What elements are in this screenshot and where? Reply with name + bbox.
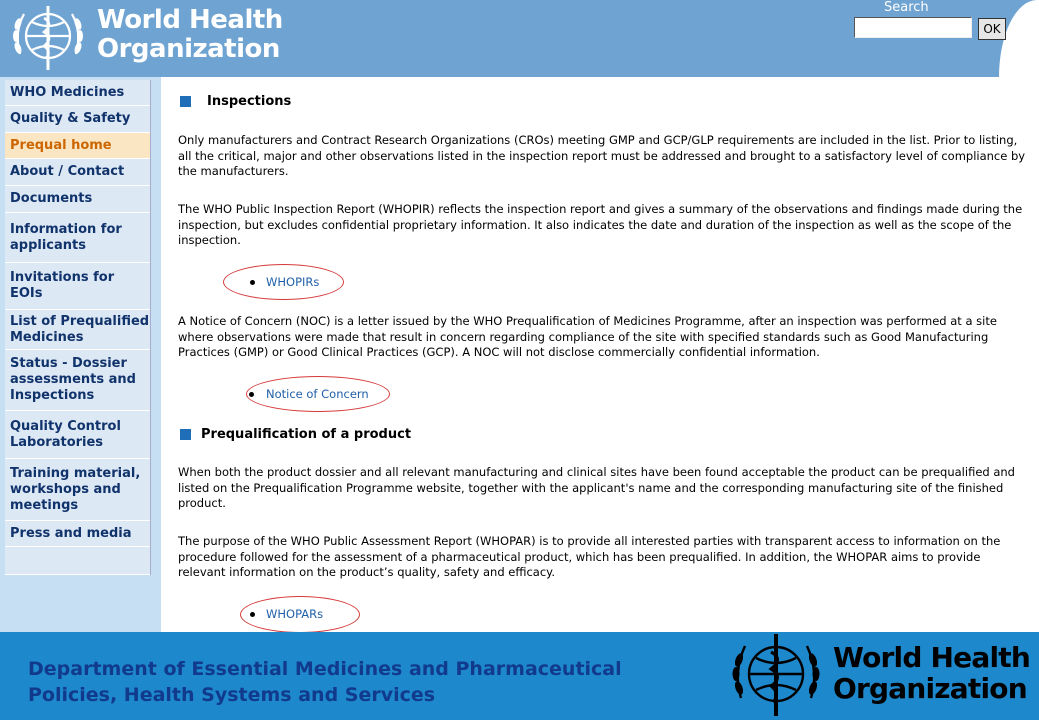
who-logo-text[interactable] [97,6,283,64]
sidebar-item-training-material[interactable]: Training material, workshops and meetings [5,459,150,521]
paragraph-inspections-list: Only manufacturers and Contract Research Organizations (CROs) meeting GMP and GCP/GLP requirements are included in the list. Prior to listing, all the critical, major and other observations listed in the inspection report must be addressed and brought to a satisfactory level of compliance by the manufacturers. [178,133,1026,178]
footer-logo-line-2: Organization [833,672,1027,705]
footer-logo-line-1: World Health [833,641,1030,674]
sidebar-item-empty [5,547,150,575]
sidebar-item-invitations-for-eois[interactable]: Invitations for EOIs [5,263,150,310]
sidebar-item-prequal-home[interactable]: Prequal home [5,133,150,159]
bullet [250,612,255,617]
footer-who-logo-text [833,642,1030,704]
site-footer [0,632,1039,720]
sidebar-item-list-of-prequalified-medicines[interactable]: List of Prequalified Medicines [5,310,150,350]
paragraph-prequalification: When both the product dossier and all relevant manufacturing and clinical sites have been found acceptable the product can be prequalified and listed on the Prequalification Programme website, together with the applicant's name and the corresponding manufacturing site of the finished product. [178,465,1015,510]
blue-square-icon [180,96,191,107]
logo-line-1: World Health [97,5,283,35]
department-name [28,656,708,708]
sidebar-nav [5,80,151,575]
search-ok-button[interactable]: OK [978,18,1006,40]
department-line-2: Policies, Health Systems and Services [28,684,436,706]
paragraph-notice-of-concern: A Notice of Concern (NOC) is a letter issued by the WHO Prequalification of Medicines Programme, after an inspection was performed at a site where observations were made that result in concern regarding compliance of the site with specified standards such as Good Manufacturing Practices (GMP) or Good Clinical Practices (GCP). A NOC will not disclose commercially confidential information. [178,314,997,359]
sidebar-item-quality-safety[interactable]: Quality & Safety [5,106,150,133]
sidebar-item-about-contact[interactable]: About / Contact [5,159,150,186]
sidebar-item-who-medicines[interactable]: WHO Medicines [5,80,150,106]
blue-square-icon [180,429,191,440]
who-emblem-icon[interactable] [8,2,88,74]
notice-of-concern-link[interactable]: Notice of Concern [266,387,369,401]
whopars-link[interactable]: WHOPARs [266,607,324,621]
search-input[interactable] [854,17,972,38]
bullet [249,392,254,397]
paragraph-whopar: The purpose of the WHO Public Assessment Report (WHOPAR) is to provide all interested parties with transparent access to information on the procedure followed for the assessment of a pharmaceutical product, which has been prequalified. In addition, the WHOPAR aims to provide relevant information on the product’s quality, safety and efficacy. [178,534,1001,579]
sidebar-item-press-and-media[interactable]: Press and media [5,521,150,547]
sidebar-item-quality-control-laboratories[interactable]: Quality Control Laboratories [5,411,150,459]
sidebar-item-status-dossier[interactable]: Status - Dossier assessments and Inspections [5,350,150,411]
prequalification-heading: Prequalification of a product [201,427,412,442]
paragraph-whopir: The WHO Public Inspection Report (WHOPIR) reflects the inspection report and gives a summary of the observations and findings made during the inspection, but excludes confidential proprietary information. It also indicates the date and duration of the inspection as well as the scope of the inspection. [178,202,1023,247]
logo-line-2: Organization [97,34,280,64]
site-header [0,0,1039,77]
who-emblem-icon [727,632,825,718]
search-label: Search [884,0,929,15]
department-line-1: Department of Essential Medicines and Pharmaceutical [28,658,622,680]
bullet [250,280,255,285]
sidebar-item-documents[interactable]: Documents [5,186,150,213]
sidebar-item-information-for-applicants[interactable]: Information for applicants [5,213,150,263]
whopirs-link[interactable]: WHOPIRs [266,275,320,289]
inspections-heading: Inspections [207,94,292,109]
